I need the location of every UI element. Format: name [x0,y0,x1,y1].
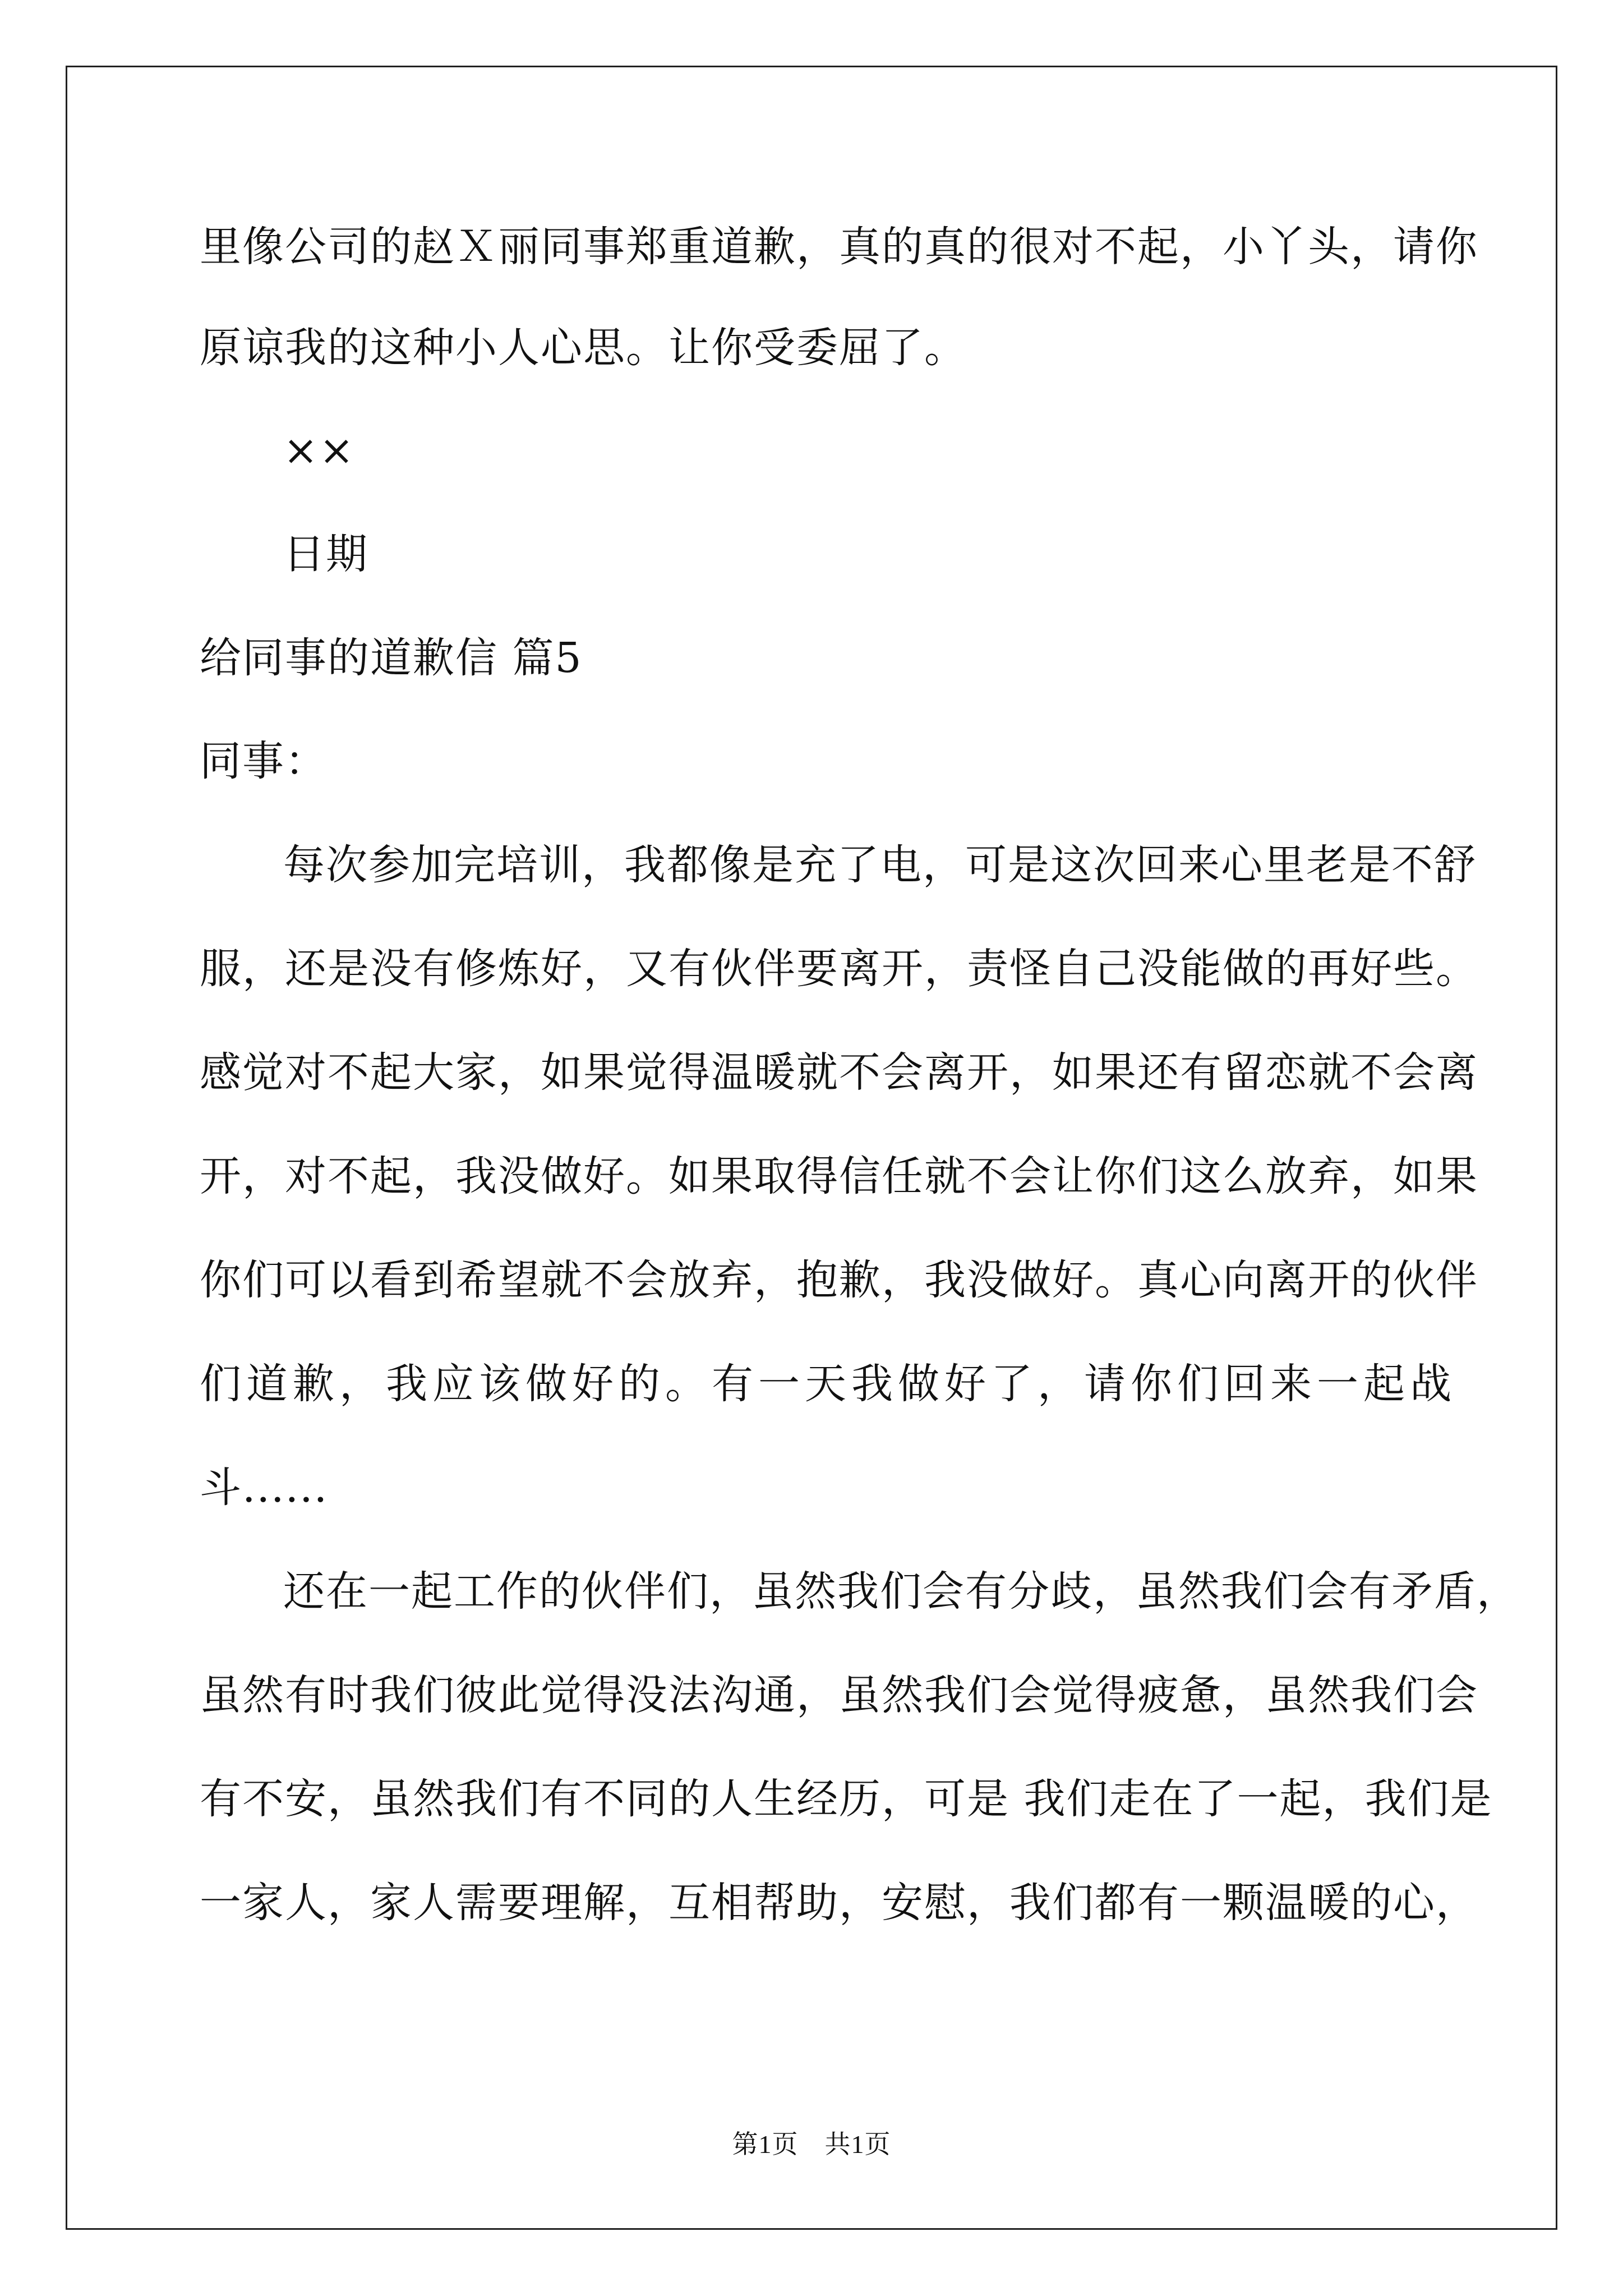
text-line: 你们可以看到希望就不会放弃，抱歉，我没做好。真心向离开的伙伴 [200,1256,1478,1304]
text-line: 感觉对不起大家，如果觉得温暖就不会离开，如果还有留恋就不会离 [200,1048,1478,1097]
text-line: 服，还是没有修炼好，又有伙伴要离开，责怪自己没能做的再好些。 [200,945,1478,993]
section-heading: 给同事的道歉信 篇5 [200,634,583,682]
text-line: 虽然有时我们彼此觉得没法沟通，虽然我们会觉得疲惫，虽然我们会 [200,1671,1478,1719]
text-line: 还在一起工作的伙伴们，虽然我们会有分歧，虽然我们会有矛盾， [283,1567,1519,1616]
page-number-footer: 第1页 共1页 [732,2130,891,2159]
signature-line: ×× [283,426,356,475]
text-line: 一家人，家人需要理解，互相帮助，安慰，我们都有一颗温暖的心， [200,1879,1478,1927]
date-line: 日期 [283,530,368,578]
text-line: 们道歉，我应该做好的。有一天我做好了，请你们回来一起战 [200,1360,1456,1408]
salutation: 同事： [200,737,328,785]
text-line: 有不安，虽然我们有不同的人生经历，可是 我们走在了一起，我们是 [200,1775,1493,1823]
text-line: 里像公司的赵Ｘ丽同事郑重道歉，真的真的很对不起，小丫头，请你 [200,223,1478,271]
text-line: 每次参加完培训，我都像是充了电，可是这次回来心里老是不舒 [283,841,1477,889]
text-line: 原谅我的这种小人心思。让你受委屈了。 [200,324,967,372]
text-line: 开，对不起，我没做好。如果取得信任就不会让你们这么放弃，如果 [200,1152,1478,1200]
text-line: 斗...... [200,1464,329,1512]
